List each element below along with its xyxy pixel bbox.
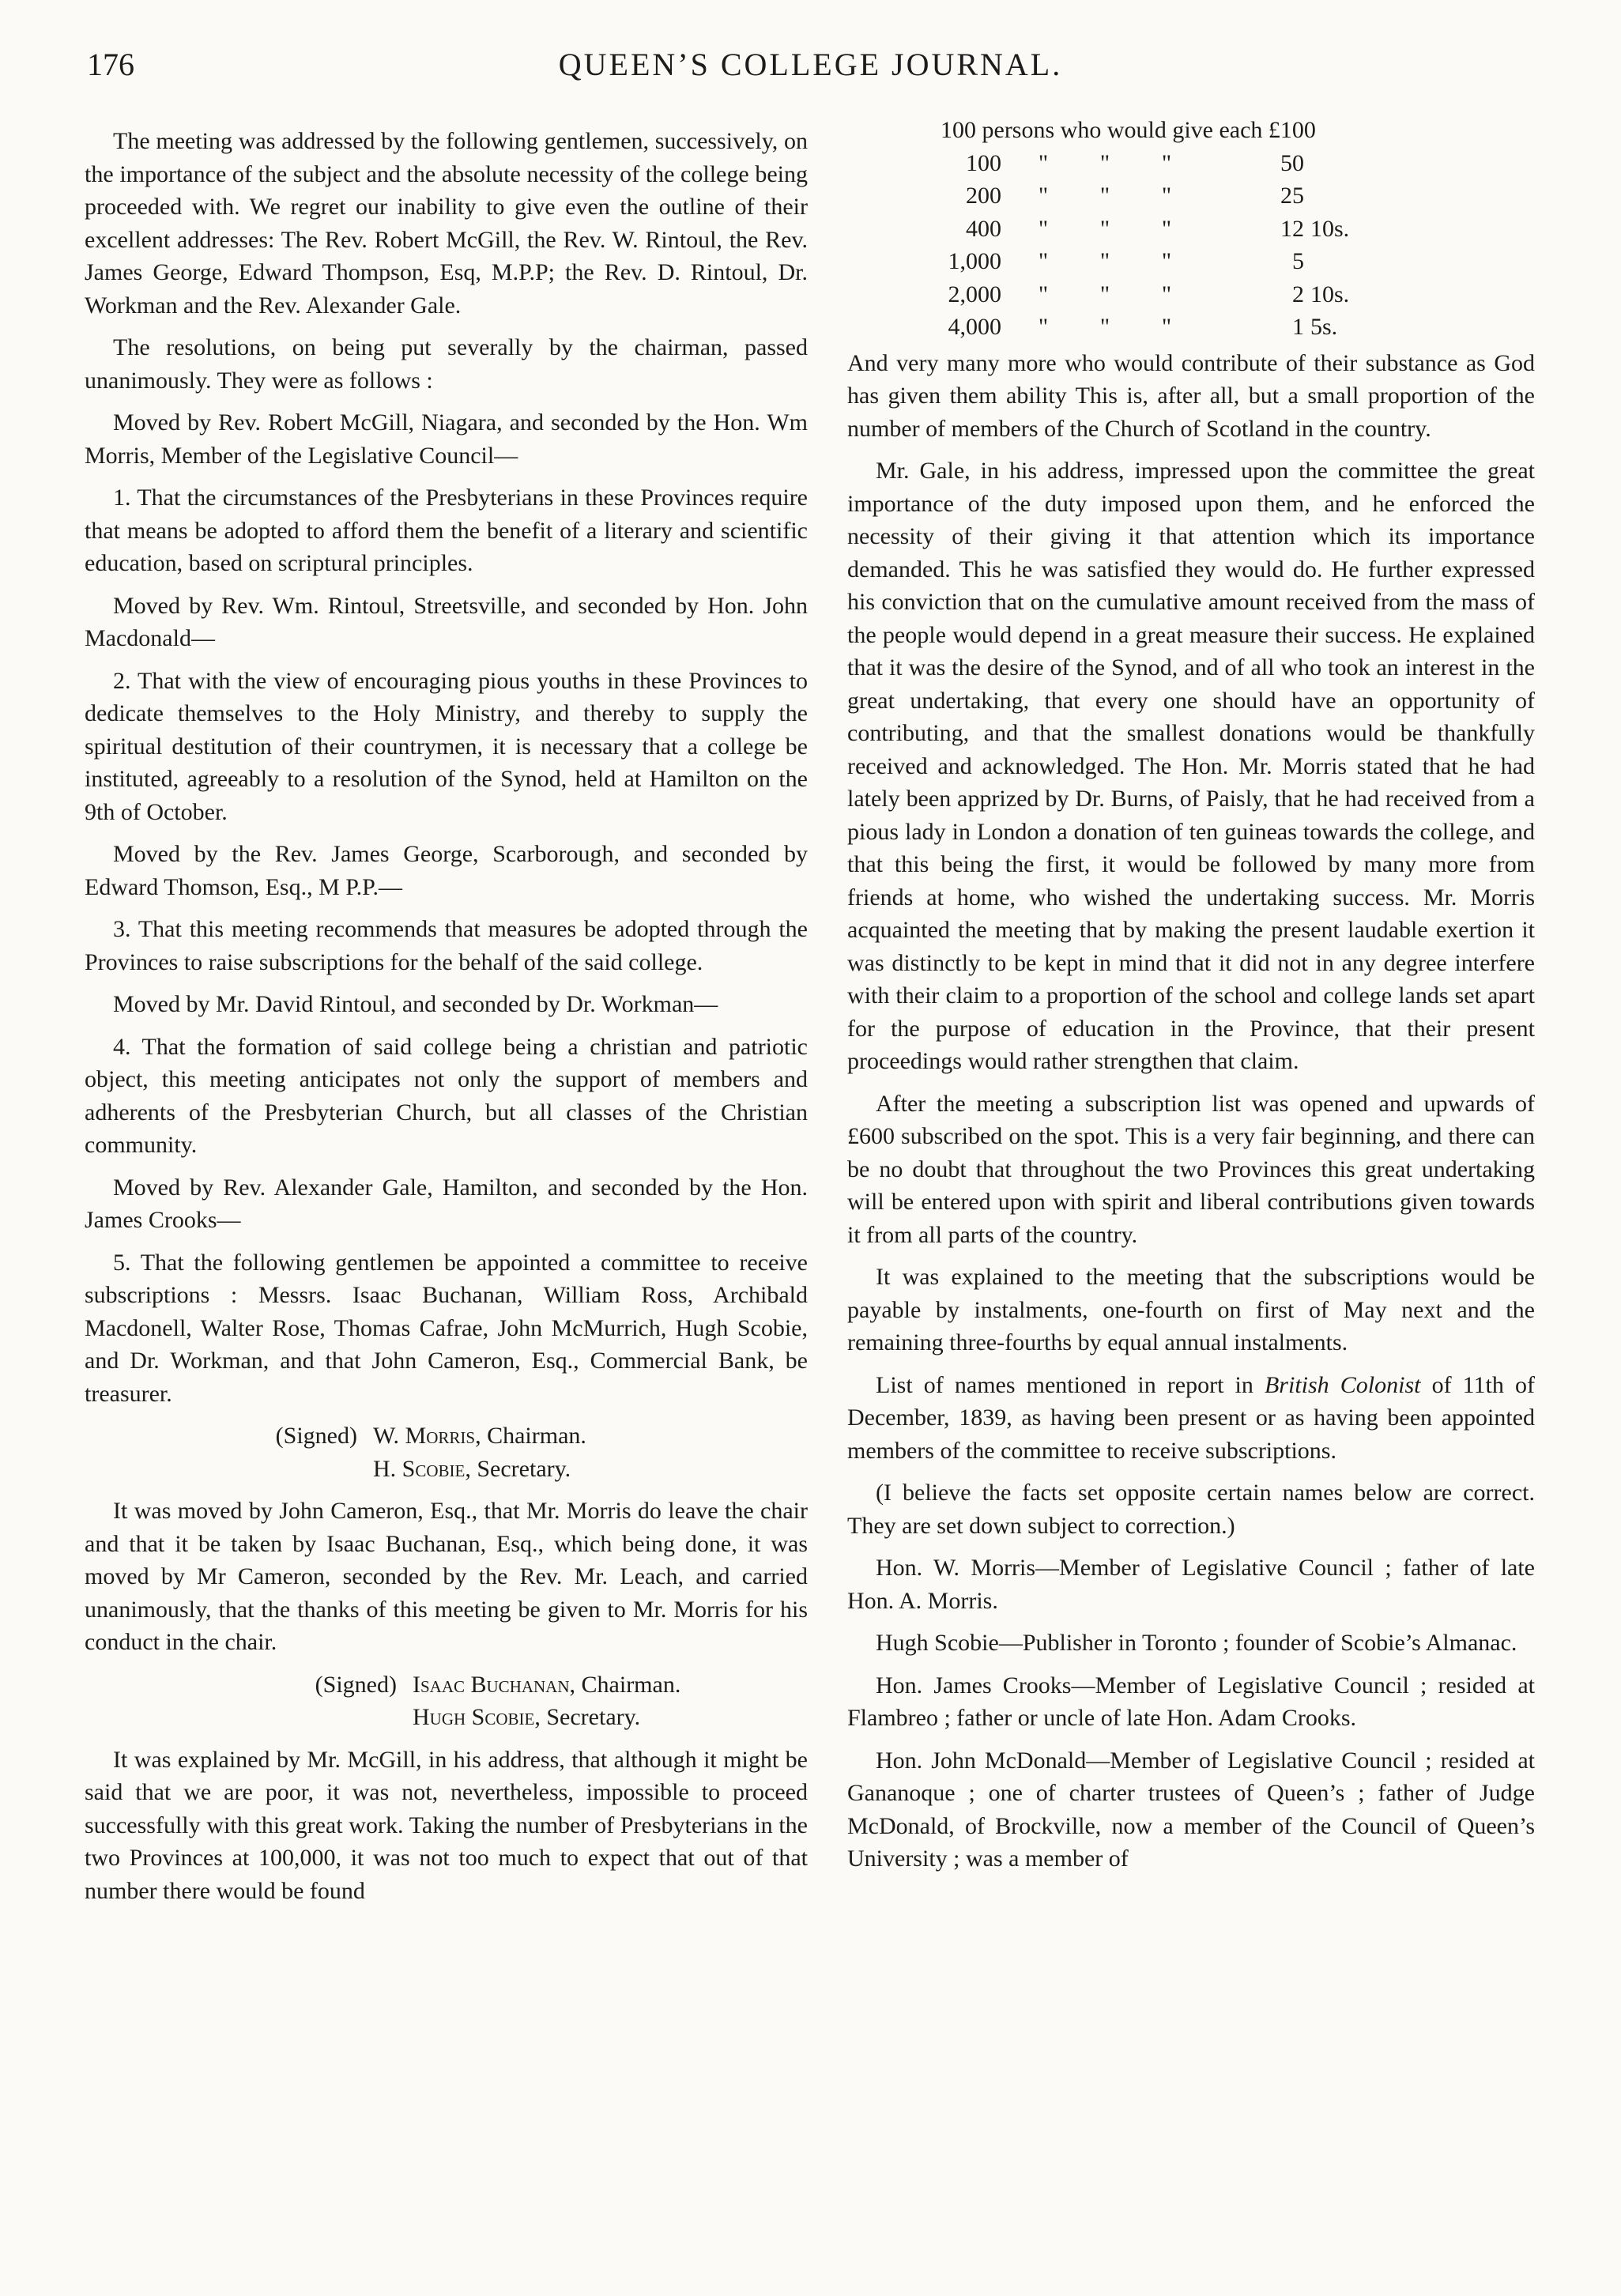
table-cell: " xyxy=(1038,215,1049,242)
paragraph: (I believe the facts set opposite certain names below are correct. They are set down subject to correction.) xyxy=(847,1480,1535,1539)
table-cell: " xyxy=(1099,248,1110,274)
page-number: 176 xyxy=(87,47,134,82)
table-cell: " xyxy=(1099,183,1110,209)
list-item: Hon. W. Morris—Member of Legislative Council ; father of late Hon. A. Morris. xyxy=(847,1555,1535,1614)
resolution-2: 2. That with the view of encouraging pious youths in these Provinces to dedicate themselves to the Holy Ministry, and thereby to supply the spiritual destitution of their countrymen, it is necessary that a college be instituted, agreeably to a resolution of the Synod, held at Hamilton on the 9th of October. xyxy=(85,667,808,825)
resolution-4: 4. That the formation of said college being a christian and patriotic object, this meeting anticipates not only the support of members and adherents of the Presbyterian Church, but all classes of the Christian community. xyxy=(85,1033,808,1158)
table-cell: 50 xyxy=(1280,149,1304,176)
paragraph: It was moved by John Cameron, Esq., that Mr. Morris do leave the chair and that it be taken by Isaac Buchanan, Esq., which being done, it was moved by Mr Cameron, seconded by the Rev. Mr. Leach, and carried unanimously, that the thanks of this meeting be given to Mr. Morris for his conduct in the chair. xyxy=(85,1498,808,1655)
signatory-role: , Secretary. xyxy=(534,1704,641,1730)
list-item: Hon. John McDonald—Member of Legislative Council ; resided at Gananoque ; one of charter trustees of Queen’s ; father of Judge McDonald, of Brockville, now a member of the Council of Queen’s University ; was a member of xyxy=(847,1747,1535,1872)
table-cell: 100 xyxy=(966,149,1001,176)
left-column xyxy=(85,125,808,1917)
table-cell: 25 xyxy=(1280,183,1304,209)
table-cell: 5s. xyxy=(1310,314,1338,340)
table-row xyxy=(847,245,1374,278)
table-cell: " xyxy=(1038,314,1049,340)
table-cell xyxy=(1304,245,1374,278)
table-cell: " xyxy=(1038,183,1049,209)
signature-block-1 xyxy=(85,1419,808,1485)
paragraph: The meeting was addressed by the following gentlemen, successively, on the importance of the subject and the absolute necessity of the college being proceeded with. We regret our inability to give even the outline of their excellent addresses: The Rev. Robert McGill, the Rev. W. Rintoul, the Rev. James George, Edward Thompson, Esq, M.P.P; the Rev. D. Rintoul, Dr. Workman and the Rev. Alexander Gale. xyxy=(85,128,808,319)
paragraph: It was explained to the meeting that the subscriptions would be payable by instalments, one-fourth on first of May next and the remaining three-fourths by equal annual instalments. xyxy=(847,1264,1535,1355)
signature-block-2 xyxy=(85,1668,808,1734)
table-cell: 100 persons who would give each £100 xyxy=(941,117,1316,143)
table-cell: " xyxy=(1038,281,1049,307)
paragraph: It was explained by Mr. McGill, in his address, that although it might be said that we are poor, it was not, nevertheless, impossible to proceed successfully with this great work. Taking the number of Presbyterians in the two Provinces at 100,000, it was not too much to expect that out of that number there would be found xyxy=(85,1746,808,1904)
table-row xyxy=(847,311,1374,344)
table-cell: 1,000 xyxy=(948,248,1001,274)
text: of 11th of December, 1839, as having been present or as having been appointed members of the committee to receive subscriptions. xyxy=(847,1371,1535,1464)
signatory-name: H. Scobie xyxy=(373,1455,466,1482)
signatory-role: , Chairman. xyxy=(475,1423,586,1449)
table-cell xyxy=(1304,147,1374,180)
table-cell: 2 xyxy=(1292,281,1304,307)
paragraph: Moved by Rev. Alexander Gale, Hamilton, and seconded by the Hon. James Crooks— xyxy=(85,1174,808,1233)
table-row xyxy=(847,213,1374,246)
table-cell: 2,000 xyxy=(948,281,1001,307)
table-cell: 1 xyxy=(1292,314,1304,340)
table-cell: " xyxy=(1038,248,1049,274)
table-cell: " xyxy=(1099,314,1110,340)
table-row xyxy=(847,278,1374,311)
table-cell: 5 xyxy=(1292,248,1304,274)
subscription-table xyxy=(847,114,1374,344)
paragraph: And very many more who would contribute of their substance as God has given them ability This is, after all, but a small proportion of the number of members of the Church of Scotland in the country. xyxy=(847,349,1535,442)
paragraph: Moved by Rev. Wm. Rintoul, Streetsville, and seconded by Hon. John Macdonald— xyxy=(85,592,808,651)
table-cell: 12 xyxy=(1280,215,1304,242)
table-cell: " xyxy=(1161,149,1172,176)
paragraph: Moved by Rev. Robert McGill, Niagara, and seconded by the Hon. Wm Morris, Member of the Legislative Council— xyxy=(85,409,808,469)
text: List of names mentioned in report in xyxy=(876,1371,1265,1398)
signatory-name: W. Morris xyxy=(373,1423,476,1449)
table-cell: " xyxy=(1161,183,1172,209)
table-cell: " xyxy=(1161,248,1172,274)
list-item: Hon. James Crooks—Member of Legislative Council ; resided at Flambreo ; father or uncle of late Hon. Adam Crooks. xyxy=(847,1672,1535,1731)
table-cell: 10s. xyxy=(1310,281,1350,307)
table-cell: " xyxy=(1099,281,1110,307)
signatory-role: , Secretary. xyxy=(465,1455,571,1482)
page-header xyxy=(0,46,1621,93)
table-cell: 10s. xyxy=(1310,215,1350,242)
paragraph: Moved by the Rev. James George, Scarborough, and seconded by Edward Thomson, Esq., M P.P.— xyxy=(85,841,808,900)
running-title: QUEEN’S COLLEGE JOURNAL. xyxy=(558,47,1063,82)
table-row xyxy=(847,179,1374,213)
table-cell: " xyxy=(1161,314,1172,340)
signatory-role: , Chairman. xyxy=(569,1671,681,1698)
table-cell: 400 xyxy=(966,215,1001,242)
table-cell: " xyxy=(1161,215,1172,242)
signed-label: (Signed) xyxy=(315,1671,397,1698)
table-cell xyxy=(1304,179,1374,213)
paragraph xyxy=(847,1369,1535,1468)
newspaper-title: British Colonist xyxy=(1264,1371,1421,1398)
table-cell: " xyxy=(1099,215,1110,242)
resolution-3: 3. That this meeting recommends that measures be adopted through the Provinces to raise subscriptions for the behalf of the said college. xyxy=(85,916,808,975)
paragraph: Moved by Mr. David Rintoul, and seconded by Dr. Workman— xyxy=(113,991,718,1017)
table-cell: " xyxy=(1099,149,1110,176)
signed-label: (Signed) xyxy=(275,1423,357,1449)
table-row xyxy=(847,114,1374,147)
resolution-1: 1. That the circumstances of the Presbyterians in these Provinces require that means be adopted to afford them the benefit of a literary and scientific education, based on scriptural principles. xyxy=(85,484,808,576)
table-cell: 4,000 xyxy=(948,314,1001,340)
signatory-name: Hugh Scobie xyxy=(413,1704,535,1730)
list-item: Hugh Scobie—Publisher in Toronto ; founder of Scobie’s Almanac. xyxy=(876,1630,1517,1656)
table-cell: 200 xyxy=(966,183,1001,209)
paragraph: After the meeting a subscription list was opened and upwards of £600 subscribed on the spot. This is a very fair beginning, and there can be no doubt that throughout the two Provinces this great undertaking will be entered upon with spirit and liberal contributions given towards it from all parts of the country. xyxy=(847,1090,1535,1248)
paragraph: Mr. Gale, in his address, impressed upon the committee the great importance of the duty imposed upon them, and he enforced the necessity of their giving it that attention which its importance demanded. This he was satisfied they would do. He further expressed his conviction that on the cumulative amount received from the mass of the people would depend in a great measure their success. He explained that it was the desire of the Synod, and of all who took an interest in the great undertaking, that every one should have an opportunity of contributing, and that the smallest donations would be thankfully received and acknowledged. The Hon. Mr. Morris stated that he had lately been apprized by Dr. Burns, of Paisly, that he had received from a pious lady in London a donation of ten guineas towards the college, and that this being the first, it would be followed by many more from friends at home, who wished the undertaking success. Mr. Morris acquainted the meeting that by making the present laudable exertion it was distinctly to be kept in mind that it did not in any degree interfere with their claim to a proportion of the school and college lands set apart for the purpose of education in the Province, that their present proceedings would rather strengthen that claim. xyxy=(847,458,1535,1074)
paragraph: The resolutions, on being put severally by the chairman, passed unanimously. They were as follows : xyxy=(85,334,808,394)
table-cell: " xyxy=(1161,281,1172,307)
table-cell: " xyxy=(1038,149,1049,176)
resolution-5: 5. That the following gentlemen be appointed a committee to receive subscriptions : Messrs. Isaac Buchanan, William Ross, Archibald Macdonell, Walter Rose, Thomas Cafrae, John McMurrich, Hugh Scobie, and Dr. Workman, and that John Cameron, Esq., Commercial Bank, be treasurer. xyxy=(85,1249,808,1407)
right-column xyxy=(847,114,1535,1885)
table-row xyxy=(847,147,1374,180)
signatory-name: Isaac Buchanan xyxy=(413,1671,570,1698)
